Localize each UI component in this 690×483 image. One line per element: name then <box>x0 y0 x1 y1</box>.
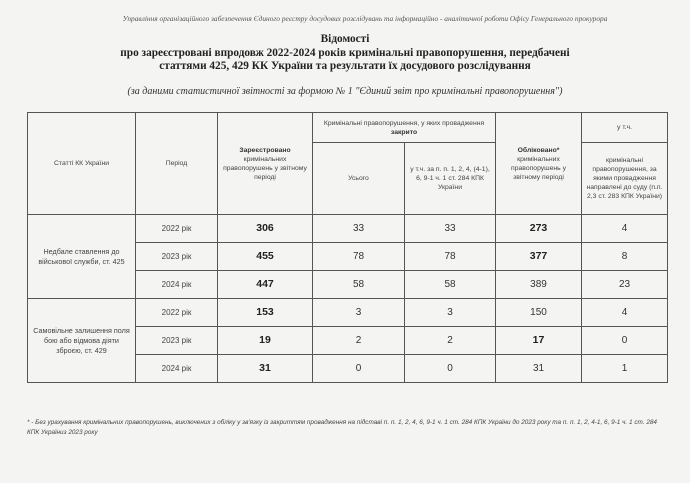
recorded-cell: 150 <box>496 299 582 327</box>
period-cell: 2023 рік <box>136 243 218 271</box>
period-cell: 2024 рік <box>136 355 218 383</box>
registered-cell: 19 <box>218 327 313 355</box>
registered-cell: 306 <box>218 215 313 243</box>
table-row <box>28 215 668 243</box>
header-recorded <box>496 113 582 215</box>
period-cell: 2022 рік <box>136 215 218 243</box>
title-line-1: Відомості <box>320 33 370 45</box>
closed-total-cell: 3 <box>313 299 405 327</box>
closed-incl-cell: 3 <box>405 299 496 327</box>
recorded-cell: 31 <box>496 355 582 383</box>
header-incl: у т.ч. <box>582 113 668 143</box>
registered-cell: 455 <box>218 243 313 271</box>
header-closed-prefix: Кримінальні правопорушення, у яких провадження <box>323 119 485 127</box>
document-subtitle: (за даними статистичної звітності за формою № 1 "Єдиний звіт про кримінальні правопорушення") <box>127 86 563 97</box>
to-court-cell: 0 <box>582 327 668 355</box>
closed-incl-cell: 78 <box>405 243 496 271</box>
footnote: * - Без урахування кримінальних правопорушень, виключених з обліку у зв'язку із закриттям провадження на підставі п. п. 1, 2, 4, 6, 9-1 ч. 1 ст. 284 КПК України до 2023 року та п. п. 1, 2, 4-1, 6, 9-1 ч. 1 ст. 284 КПК Україниз 2023 року <box>27 419 657 436</box>
document-title <box>0 33 690 74</box>
to-court-cell: 4 <box>582 215 668 243</box>
header-closed-incl: у т.ч. за п. п. 1, 2, 4, (4-1), 6, 9-1 ч. 1 ст. 284 КПК України <box>405 143 496 215</box>
closed-total-cell: 2 <box>313 327 405 355</box>
recorded-cell: 389 <box>496 271 582 299</box>
header-recorded-bold: Обліковано* <box>517 146 560 154</box>
header-closed-group <box>313 113 496 143</box>
closed-total-cell: 33 <box>313 215 405 243</box>
to-court-cell: 8 <box>582 243 668 271</box>
recorded-cell: 17 <box>496 327 582 355</box>
table-row <box>28 299 668 327</box>
closed-total-cell: 0 <box>313 355 405 383</box>
title-line-2: про зареєстровані впродовж 2022-2024 років кримінальні правопорушення, передбачені <box>120 46 570 59</box>
period-cell: 2023 рік <box>136 327 218 355</box>
header-registered-bold: Зареєстровано <box>239 146 291 154</box>
closed-total-cell: 58 <box>313 271 405 299</box>
header-to-court: кримінальні правопорушення, за якими провадження направлені до суду (п.п. 2,3 ст. 283 КПК України) <box>582 143 668 215</box>
article-cell-429: Самовільне залишення поля бою або відмова діяти зброєю, ст. 429 <box>28 299 136 383</box>
period-cell: 2022 рік <box>136 299 218 327</box>
to-court-cell: 1 <box>582 355 668 383</box>
closed-incl-cell: 33 <box>405 215 496 243</box>
registered-cell: 153 <box>218 299 313 327</box>
recorded-cell: 377 <box>496 243 582 271</box>
closed-incl-cell: 2 <box>405 327 496 355</box>
period-cell: 2024 рік <box>136 271 218 299</box>
closed-incl-cell: 0 <box>405 355 496 383</box>
closed-total-cell: 78 <box>313 243 405 271</box>
to-court-cell: 4 <box>582 299 668 327</box>
org-header: Управління організаційного забезпечення Єдиного реєстру досудових розслідувань та інформаційно - аналітичної роботи Офісу Генерального прокурора <box>122 14 608 23</box>
header-closed-total: Усього <box>313 143 405 215</box>
header-closed-bold: закрито <box>390 128 418 136</box>
recorded-cell: 273 <box>496 215 582 243</box>
header-period: Період <box>136 113 218 215</box>
article-cell-425: Недбале ставлення до військової служби, ст. 425 <box>28 215 136 299</box>
header-registered <box>218 113 313 215</box>
closed-incl-cell: 58 <box>405 271 496 299</box>
header-registered-rest: кримінальних правопорушень у звітному періоді <box>223 155 307 181</box>
title-line-3: статтями 425, 429 КК України та результати їх досудового розслідування <box>159 60 531 72</box>
to-court-cell: 23 <box>582 271 668 299</box>
registered-cell: 447 <box>218 271 313 299</box>
header-recorded-rest: кримінальних правопорушень у звітному періоді <box>511 155 566 181</box>
statistics-table <box>27 112 668 383</box>
header-article: Статті КК України <box>28 113 136 215</box>
registered-cell: 31 <box>218 355 313 383</box>
